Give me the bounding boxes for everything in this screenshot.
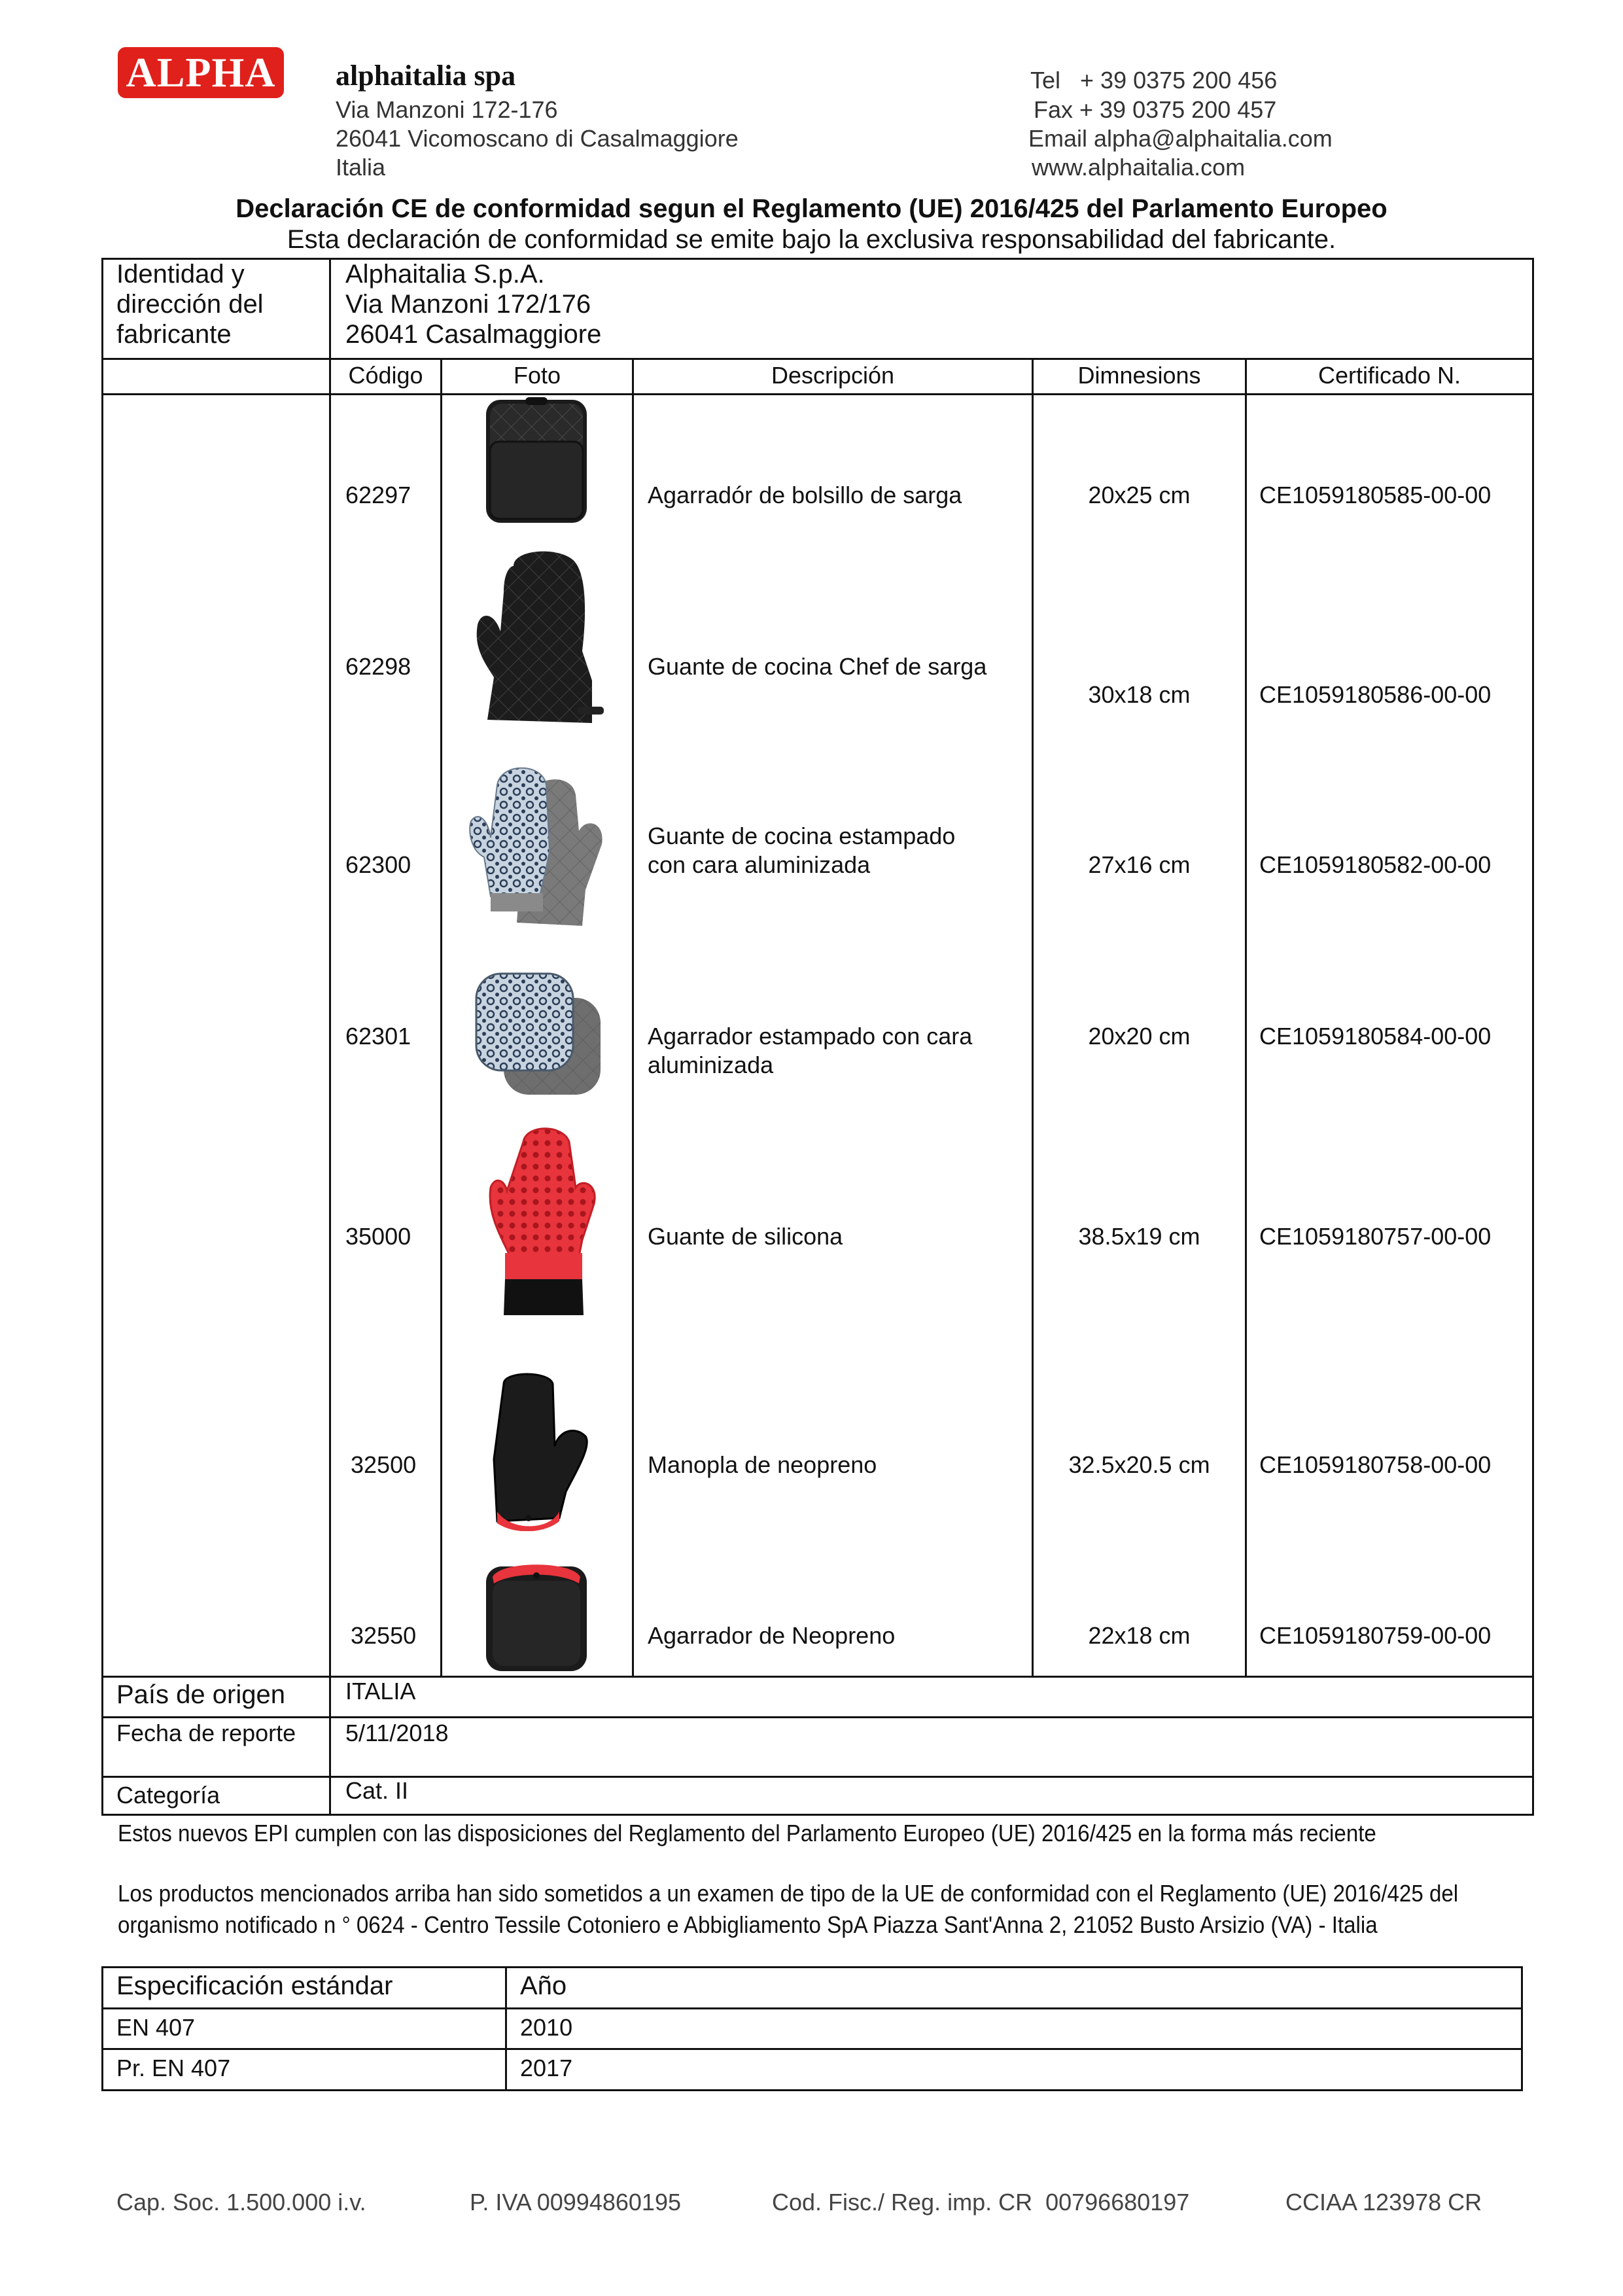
column-header-dimensions: Dimnesions [1077,362,1201,389]
neoprene-potholder-icon [481,1557,592,1675]
product-code: 62297 [345,482,411,508]
phone: Tel + 39 0375 200 456 [1030,67,1278,94]
column-header-photo: Foto [513,362,561,389]
product-dimensions: 27x16 cm [1088,851,1191,878]
product-certificate: CE1059180585-00-00 [1259,482,1492,508]
silicone-glove-icon [471,1125,602,1322]
product-code: 62298 [345,653,411,680]
product-certificate: CE1059180582-00-00 [1259,851,1492,878]
standards-header-year: Año [520,1971,567,2000]
neoprene-mitt-icon [478,1368,595,1531]
category-value: Cat. II [345,1777,409,1804]
footer-fiscal-code: Cod. Fisc./ Reg. imp. CR 00796680197 [772,2189,1190,2216]
alpha-logo: ALPHA [118,47,284,98]
website-link[interactable]: www.alphaitalia.com [1032,154,1246,181]
fax: Fax + 39 0375 200 457 [1034,96,1277,123]
product-code: 62300 [345,851,411,878]
product-dimensions: 20x25 cm [1088,482,1191,508]
footer-capital: Cap. Soc. 1.500.000 i.v. [116,2189,366,2216]
column-header-code: Código [348,362,423,389]
address-line: Via Manzoni 172-176 [336,96,558,123]
standards-header-spec: Especificación estándar [116,1971,393,2000]
printed-potholder-pair-icon [471,968,605,1099]
standard-spec: Pr. EN 407 [116,2055,231,2081]
standard-year: 2010 [520,2014,573,2041]
product-certificate: CE1059180758-00-00 [1259,1451,1492,1478]
footer-cciaa: CCIAA 123978 CR [1285,2189,1482,2216]
compliance-note: Estos nuevos EPI cumplen con las disposiciones del Reglamento del Parlamento Europeo (UE) 2016/425 en la forma más reciente [118,1820,1376,1846]
product-dimensions: 20x20 cm [1088,1023,1191,1050]
product-description: Guante de silicona [648,1223,843,1250]
address-line: Italia [336,154,386,181]
product-description: Agarrador estampado con cara aluminizada [648,1023,973,1078]
declaration-title: Declaración CE de conformidad segun el Reglamento (UE) 2016/425 del Parlamento Europeo [236,194,1387,223]
origin-label: País de origen [116,1680,285,1709]
examination-note: Los productos mencionados arriba han sido sometidos a un examen de tipo de la UE de conformidad con el Reglamento (UE) 2016/425 del organismo notificado n ° 0624 - Centro Tessile Cotoniero e Abbigliamento SpA Piazza Sant'Anna 2, 21052 Busto Arsizio (VA) - Italia [118,1880,1459,1938]
standard-spec: EN 407 [116,2014,196,2041]
printed-glove-pair-icon [458,759,615,932]
column-header-description: Descripción [771,362,895,389]
product-code: 32500 [351,1451,417,1478]
product-code: 35000 [345,1223,411,1250]
product-description: Manopla de neopreno [648,1451,877,1478]
product-dimensions: 30x18 cm [1088,681,1191,708]
pocket-potholder-icon [481,396,592,527]
product-description: Guante de cocina estampado con cara aluminizada [648,822,956,878]
product-certificate: CE1059180586-00-00 [1259,681,1492,708]
report-date-value: 5/11/2018 [345,1720,449,1746]
manufacturer-label: Identidad y dirección del fabricante [116,260,264,349]
category-label: Categoría [116,1782,220,1809]
manufacturer-value: Alphaitalia S.p.A. Via Manzoni 172/176 26041 Casalmaggiore [345,260,602,349]
product-description: Agarrador de Neopreno [648,1622,896,1649]
standard-year: 2017 [520,2055,573,2081]
product-code: 62301 [345,1023,411,1050]
email-link[interactable]: Email alpha@alphaitalia.com [1028,125,1333,152]
product-description: Guante de cocina Chef de sarga [648,653,987,680]
column-header-certificate: Certificado N. [1318,362,1461,389]
product-certificate: CE1059180759-00-00 [1259,1622,1492,1649]
footer-vat: P. IVA 00994860195 [470,2189,681,2216]
product-description: Agarradór de bolsillo de sarga [648,482,962,508]
address-line: 26041 Vicomoscano di Casalmaggiore [336,125,739,152]
product-dimensions: 22x18 cm [1088,1622,1191,1649]
report-date-label: Fecha de reporte [116,1720,296,1746]
product-code: 32550 [351,1622,417,1649]
product-dimensions: 38.5x19 cm [1078,1223,1200,1250]
product-certificate: CE1059180584-00-00 [1259,1023,1492,1050]
chef-glove-icon [468,546,605,733]
company-name: alphaitalia spa [336,60,516,92]
declaration-subtitle: Esta declaración de conformidad se emite bajo la exclusiva responsabilidad del fabricante. [287,225,1336,254]
product-certificate: CE1059180757-00-00 [1259,1223,1492,1250]
product-dimensions: 32.5x20.5 cm [1068,1451,1210,1478]
origin-value: ITALIA [345,1678,416,1704]
